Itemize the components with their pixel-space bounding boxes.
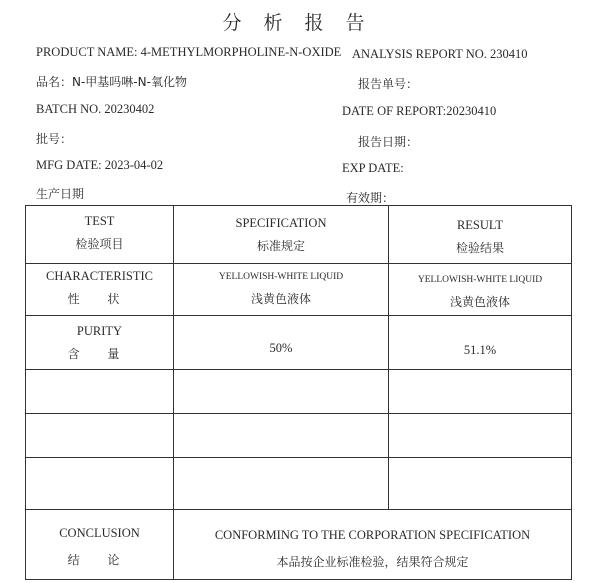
batch-number: BATCH NO. 20230402 <box>36 102 155 116</box>
table-row <box>26 316 572 370</box>
row-test-purity: PURITY 含 量 <box>26 316 174 370</box>
table-row-empty <box>26 458 572 510</box>
mfg-date-cn: 生产日期 <box>36 187 85 201</box>
table-row <box>26 264 572 316</box>
row-test-characteristic: CHARACTERISTIC 性 状 <box>26 264 174 316</box>
analysis-table <box>25 205 572 580</box>
product-name-cn: 品名：N-甲基吗啉-N-氧化物 <box>36 75 187 89</box>
row-result-characteristic: YELLOWISH-WHITE LIQUID 浅黄色液体 <box>389 264 572 316</box>
table-row-empty <box>26 370 572 414</box>
date-of-report: DATE OF REPORT:20230410 <box>342 104 497 118</box>
conclusion-row <box>26 510 572 580</box>
report-title: 分 析 报 告 <box>222 12 373 34</box>
row-result-purity: 51.1% <box>389 316 572 370</box>
table-row-empty <box>26 414 572 458</box>
column-header-specification: SPECIFICATION 标准规定 <box>174 206 389 264</box>
date-of-report-cn: 报告日期： <box>358 135 419 149</box>
conclusion-text: CONFORMING TO THE CORPORATION SPECIFICATION 本品按企业标准检验，结果符合规定 <box>174 510 572 580</box>
batch-number-cn: 批号： <box>36 132 73 146</box>
column-header-test: TEST 检验项目 <box>26 206 174 264</box>
table-header-row <box>26 206 572 264</box>
row-spec-characteristic: YELLOWISH-WHITE LIQUID 浅黄色液体 <box>174 264 389 316</box>
conclusion-label: CONCLUSION 结 论 <box>26 510 174 580</box>
report-number-cn: 报告单号： <box>358 77 419 91</box>
row-spec-purity: 50% <box>174 316 389 370</box>
report-number: ANALYSIS REPORT NO. 230410 <box>352 47 528 61</box>
mfg-date: MFG DATE: 2023-04-02 <box>36 158 164 172</box>
product-name: PRODUCT NAME: 4-METHYLMORPHOLINE-N-OXIDE <box>36 45 342 59</box>
exp-date: EXP DATE: <box>342 161 404 175</box>
exp-date-cn: 有效期： <box>346 191 395 205</box>
column-header-result: RESULT 检验结果 <box>389 206 572 264</box>
